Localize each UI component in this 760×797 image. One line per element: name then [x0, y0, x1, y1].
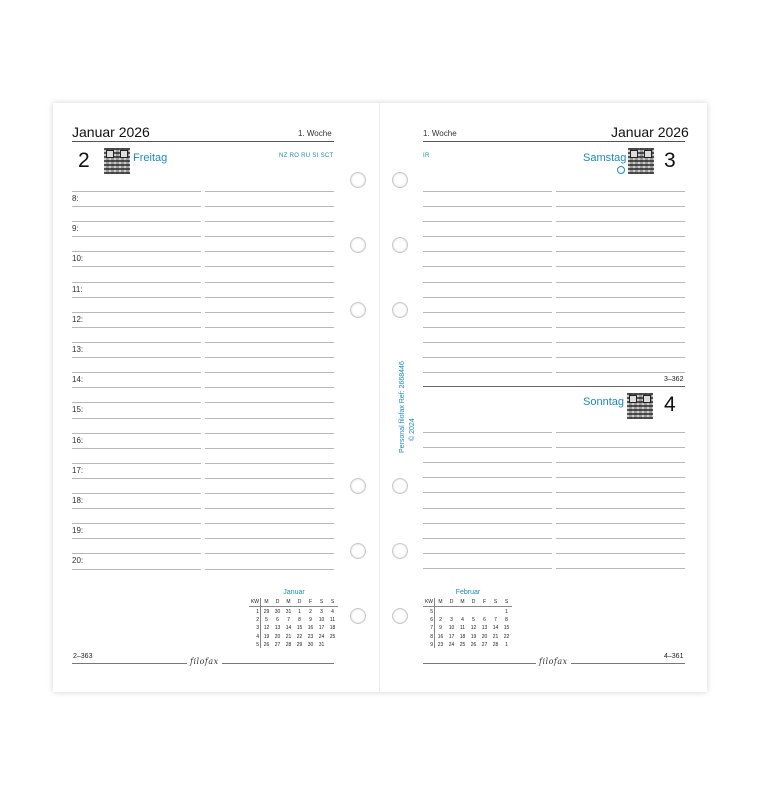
mini-day: 25 — [459, 641, 466, 648]
writing-line — [556, 206, 685, 207]
mini-day: 20 — [274, 633, 281, 640]
mini-day: 4 — [331, 609, 334, 615]
writing-line — [205, 418, 334, 419]
writing-line — [556, 251, 685, 252]
writing-line — [205, 402, 334, 403]
mini-day: 14 — [285, 625, 292, 632]
day-number: 2 — [78, 149, 90, 172]
left-page — [53, 103, 380, 692]
binder-hole — [350, 172, 366, 188]
writing-line — [205, 191, 334, 192]
writing-line — [556, 372, 685, 373]
mini-day: 24 — [318, 633, 325, 640]
mini-calendar-title: Januar — [283, 589, 305, 596]
imprint-copyright: © 2024 — [409, 418, 416, 441]
mini-day: 21 — [285, 633, 292, 640]
mini-weekday-header: S — [319, 599, 324, 605]
binder-hole — [392, 478, 408, 494]
imprint — [399, 343, 439, 453]
page-number: 4–361 — [664, 653, 684, 660]
writing-line — [72, 236, 201, 237]
writing-line — [205, 357, 334, 358]
writing-line — [423, 251, 552, 252]
hour-label: 19: — [72, 526, 84, 536]
writing-line — [205, 569, 334, 570]
binder-hole — [392, 302, 408, 318]
writing-line — [72, 221, 201, 222]
writing-line — [556, 282, 685, 283]
writing-line — [205, 538, 334, 539]
writing-line — [556, 523, 685, 524]
writing-line — [72, 387, 201, 388]
writing-line — [72, 327, 201, 328]
mini-day: 15 — [503, 625, 510, 632]
header-rule — [423, 141, 685, 142]
writing-line — [556, 508, 685, 509]
mini-kw-header: KW — [424, 599, 433, 605]
mini-day: 1 — [505, 641, 508, 648]
writing-line — [556, 432, 685, 433]
day-name: Freitag — [133, 152, 168, 164]
mini-day: 15 — [296, 625, 303, 632]
mini-day: 8 — [505, 617, 508, 624]
mini-day: 3 — [320, 609, 323, 615]
writing-line — [72, 266, 201, 267]
sunday-number: 4 — [664, 393, 676, 416]
writing-line — [72, 538, 201, 539]
mini-day: 17 — [448, 633, 455, 640]
mini-day: 12 — [470, 625, 477, 632]
writing-line — [423, 221, 552, 222]
mini-calendar-januar — [249, 598, 339, 652]
writing-line — [423, 357, 552, 358]
week-label: 1. Woche — [298, 129, 332, 138]
mini-weekday-header: M — [460, 599, 465, 605]
saturday-name: Samstag — [583, 152, 627, 164]
mini-kw-number: 4 — [256, 633, 259, 640]
writing-line — [205, 523, 334, 524]
mini-day: 2 — [309, 609, 312, 615]
writing-line — [72, 372, 201, 373]
mini-day: 25 — [329, 633, 336, 640]
writing-line — [556, 462, 685, 463]
writing-line — [205, 493, 334, 494]
mini-kw-number: 5 — [256, 641, 259, 648]
mini-day: 23 — [307, 633, 314, 640]
mini-kw-header: KW — [250, 599, 259, 605]
writing-line — [556, 266, 685, 267]
writing-line — [72, 312, 201, 313]
writing-line — [205, 236, 334, 237]
mini-weekday-header: F — [308, 599, 313, 605]
writing-line — [556, 568, 685, 569]
mini-day: 13 — [481, 625, 488, 632]
holiday-codes: NZ RO RU SI SCT — [279, 153, 334, 159]
mini-weekday-header: S — [504, 599, 509, 605]
writing-line — [556, 357, 685, 358]
mini-day: 7 — [287, 617, 290, 624]
mini-day: 13 — [274, 625, 281, 632]
writing-line — [423, 568, 552, 569]
writing-line — [423, 297, 552, 298]
writing-line — [205, 282, 334, 283]
writing-line — [205, 251, 334, 252]
mini-weekday-header: M — [438, 599, 443, 605]
mini-day: 28 — [285, 641, 292, 648]
mini-day: 28 — [492, 641, 499, 648]
writing-line — [423, 312, 552, 313]
writing-line — [72, 342, 201, 343]
saturday-number: 3 — [664, 149, 676, 172]
binder-hole — [392, 543, 408, 559]
hour-label: 12: — [72, 314, 84, 324]
filofax-logo: filofax — [536, 657, 571, 666]
writing-line — [72, 448, 201, 449]
mini-day: 30 — [274, 609, 281, 615]
mini-day: 18 — [329, 625, 336, 632]
hour-label: 10: — [72, 254, 84, 264]
week-label: 1. Woche — [423, 129, 457, 138]
binder-hole — [350, 478, 366, 494]
writing-line — [72, 251, 201, 252]
mini-day: 1 — [298, 609, 301, 615]
writing-line — [72, 493, 201, 494]
mini-day: 31 — [318, 641, 325, 648]
mini-day: 9 — [439, 625, 442, 632]
mini-day: 27 — [481, 641, 488, 648]
qr-code-icon — [628, 148, 654, 174]
mini-day: 7 — [494, 617, 497, 624]
moon-phase-icon — [617, 166, 625, 174]
hour-label: 16: — [72, 435, 84, 445]
writing-line — [72, 433, 201, 434]
writing-line — [423, 236, 552, 237]
writing-line — [423, 462, 552, 463]
mini-calendar-februar — [423, 598, 513, 652]
qr-code-icon — [104, 148, 130, 174]
mini-day: 9 — [309, 617, 312, 624]
writing-line — [556, 342, 685, 343]
binder-hole — [350, 237, 366, 253]
mini-weekday-header: D — [471, 599, 476, 605]
binder-hole — [392, 172, 408, 188]
writing-line — [72, 569, 201, 570]
mini-day: 26 — [263, 641, 270, 648]
writing-line — [423, 342, 552, 343]
imprint-ref: Personal filofax Ref: 2668446 — [399, 361, 406, 453]
writing-line — [423, 447, 552, 448]
sunday-name: Sonntag — [583, 396, 624, 408]
mini-day: 19 — [470, 633, 477, 640]
hour-label: 8: — [72, 194, 79, 203]
writing-line — [72, 523, 201, 524]
writing-line — [72, 508, 201, 509]
mini-day: 6 — [483, 617, 486, 624]
mini-kw-number: 6 — [430, 617, 433, 624]
mini-weekday-header: D — [297, 599, 302, 605]
mini-day: 16 — [307, 625, 314, 632]
binder-hole — [392, 608, 408, 624]
writing-line — [556, 297, 685, 298]
writing-line — [205, 372, 334, 373]
writing-line — [205, 508, 334, 509]
mini-day: 12 — [263, 625, 270, 632]
writing-line — [205, 327, 334, 328]
writing-line — [556, 221, 685, 222]
mini-weekday-header: M — [286, 599, 291, 605]
qr-code-icon — [627, 393, 653, 419]
mini-day: 20 — [481, 633, 488, 640]
hour-label: 18: — [72, 496, 84, 505]
writing-line — [72, 357, 201, 358]
holiday-codes: IR — [423, 153, 430, 159]
mini-day: 4 — [461, 617, 464, 624]
mini-day: 23 — [437, 641, 444, 648]
mini-kw-number: 1 — [256, 609, 259, 615]
mini-day: 11 — [329, 617, 336, 624]
binder-hole — [350, 543, 366, 559]
mini-day: 22 — [296, 633, 303, 640]
writing-line — [72, 478, 201, 479]
mini-day: 5 — [265, 617, 268, 624]
mini-weekday-header: D — [449, 599, 454, 605]
hour-label: 17: — [72, 465, 84, 475]
mini-weekday-header: S — [493, 599, 498, 605]
hour-label: 9: — [72, 224, 79, 234]
mini-weekday-header: F — [482, 599, 487, 605]
writing-line — [205, 387, 334, 388]
planner-spread — [53, 103, 707, 692]
mini-day: 29 — [263, 609, 270, 615]
mini-weekday-header: M — [264, 599, 269, 605]
mini-day: 22 — [503, 633, 510, 640]
writing-line — [556, 236, 685, 237]
writing-line — [423, 553, 552, 554]
writing-line — [205, 221, 334, 222]
writing-line — [205, 463, 334, 464]
writing-line — [72, 297, 201, 298]
mini-day: 17 — [318, 625, 325, 632]
writing-line — [205, 266, 334, 267]
mini-day: 16 — [437, 633, 444, 640]
writing-line — [205, 342, 334, 343]
writing-line — [72, 463, 201, 464]
mini-kw-number: 9 — [430, 641, 433, 648]
mini-day: 10 — [318, 617, 325, 624]
binder-hole — [350, 302, 366, 318]
mini-kw-number: 8 — [430, 633, 433, 640]
writing-line — [423, 372, 552, 373]
writing-line — [556, 492, 685, 493]
header-rule — [72, 141, 334, 142]
writing-line — [423, 206, 552, 207]
mini-weekday-header: D — [275, 599, 280, 605]
mini-day: 10 — [448, 625, 455, 632]
mini-kw-number: 5 — [430, 609, 433, 615]
writing-line — [423, 266, 552, 267]
writing-line — [556, 312, 685, 313]
mini-day: 19 — [263, 633, 270, 640]
mini-day: 14 — [492, 625, 499, 632]
writing-line — [205, 312, 334, 313]
hour-label: 15: — [72, 405, 84, 415]
writing-line — [423, 477, 552, 478]
writing-line — [556, 327, 685, 328]
hour-label: 13: — [72, 345, 84, 354]
mini-day: 21 — [492, 633, 499, 640]
mini-day: 1 — [505, 609, 508, 615]
mini-day: 2 — [439, 617, 442, 624]
writing-line — [72, 402, 201, 403]
writing-line — [423, 432, 552, 433]
writing-line — [423, 538, 552, 539]
filofax-logo: filofax — [187, 657, 222, 666]
saturday-page-number: 3–362 — [664, 376, 684, 383]
mini-day: 29 — [296, 641, 303, 648]
mini-kw-number: 7 — [430, 625, 433, 632]
writing-line — [423, 327, 552, 328]
writing-line — [205, 448, 334, 449]
writing-line — [556, 538, 685, 539]
mini-kw-number: 3 — [256, 625, 259, 632]
mini-calendar-title: Februar — [455, 589, 481, 596]
mini-day: 24 — [448, 641, 455, 648]
month-title: Januar 2026 — [611, 124, 689, 140]
writing-line — [72, 191, 201, 192]
writing-line — [205, 478, 334, 479]
mini-day: 3 — [450, 617, 453, 624]
binder-hole — [350, 608, 366, 624]
writing-line — [556, 477, 685, 478]
mini-day: 11 — [459, 625, 466, 632]
mini-day: 27 — [274, 641, 281, 648]
writing-line — [423, 282, 552, 283]
binder-hole — [392, 237, 408, 253]
mini-day: 31 — [285, 609, 292, 615]
writing-line — [423, 523, 552, 524]
writing-line — [205, 553, 334, 554]
mini-header-rule — [423, 606, 512, 607]
writing-line — [556, 191, 685, 192]
day-divider-rule — [423, 386, 685, 387]
mini-day: 8 — [298, 617, 301, 624]
mini-day: 26 — [470, 641, 477, 648]
mini-day: 6 — [276, 617, 279, 624]
writing-line — [423, 492, 552, 493]
writing-line — [205, 297, 334, 298]
mini-kw-number: 2 — [256, 617, 259, 624]
mini-weekday-header: S — [330, 599, 335, 605]
mini-day: 18 — [459, 633, 466, 640]
writing-line — [72, 418, 201, 419]
writing-line — [205, 206, 334, 207]
writing-line — [72, 206, 201, 207]
hour-label: 20: — [72, 556, 84, 566]
mini-day: 5 — [472, 617, 475, 624]
writing-line — [556, 447, 685, 448]
writing-line — [423, 191, 552, 192]
hour-label: 14: — [72, 375, 84, 385]
writing-line — [72, 553, 201, 554]
month-title: Januar 2026 — [72, 124, 150, 140]
hour-label: 11: — [72, 284, 83, 294]
writing-line — [556, 553, 685, 554]
page-number: 2–363 — [73, 653, 93, 660]
mini-day: 30 — [307, 641, 314, 648]
writing-line — [205, 433, 334, 434]
mini-header-rule — [249, 606, 338, 607]
writing-line — [72, 282, 201, 283]
writing-line — [423, 508, 552, 509]
